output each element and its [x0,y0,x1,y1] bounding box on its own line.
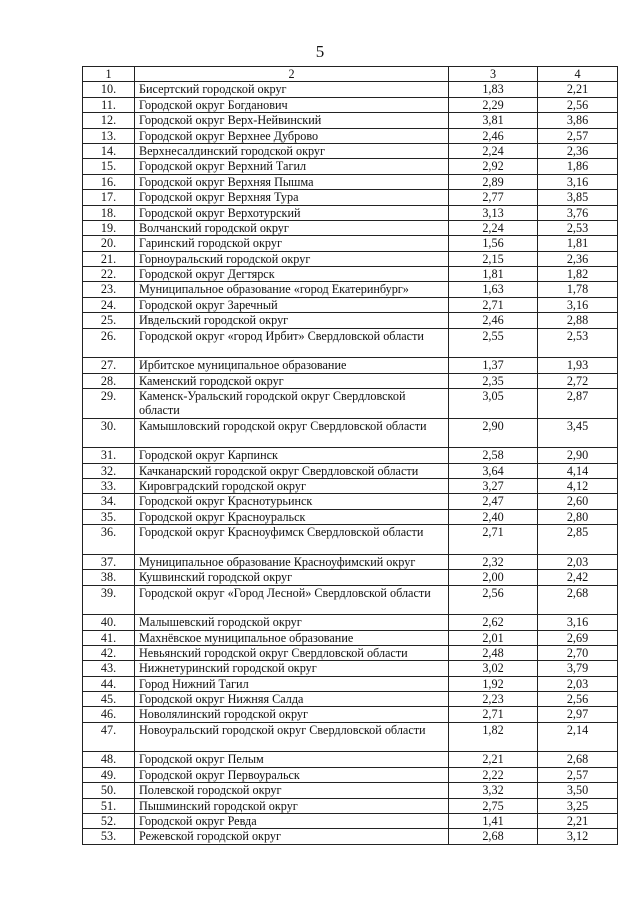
row-value-4: 1,82 [538,267,618,282]
row-name: Волчанский городской округ [135,220,449,235]
row-value-3: 1,92 [449,676,538,691]
table-row [83,267,618,282]
row-number: 23. [83,282,135,297]
row-number: 24. [83,297,135,312]
table-row [83,251,618,266]
row-name: Городской округ Ревда [135,814,449,829]
row-value-4: 2,53 [538,328,618,358]
table-row [83,205,618,220]
table-row [83,554,618,569]
table-row [83,174,618,189]
row-value-3: 2,48 [449,645,538,660]
row-number: 40. [83,615,135,630]
row-value-4: 2,87 [538,389,618,419]
row-value-4: 1,93 [538,358,618,373]
row-number: 28. [83,373,135,388]
table-row [83,82,618,97]
row-name: Новоуральский городской округ Свердловской области [135,722,449,752]
table-row [83,113,618,128]
row-value-4: 3,50 [538,783,618,798]
row-number: 15. [83,159,135,174]
table-row [83,645,618,660]
row-value-4: 3,12 [538,829,618,844]
row-value-4: 3,16 [538,174,618,189]
row-number: 44. [83,676,135,691]
row-number: 47. [83,722,135,752]
table-row [83,692,618,707]
table-row [83,722,618,752]
table-row [83,159,618,174]
table-row [83,373,618,388]
table-row [83,630,618,645]
table-row [83,615,618,630]
table-row [83,829,618,844]
row-name: Полевской городской округ [135,783,449,798]
row-value-3: 2,15 [449,251,538,266]
table-row [83,358,618,373]
row-number: 43. [83,661,135,676]
row-value-3: 3,64 [449,463,538,478]
row-value-3: 1,82 [449,722,538,752]
row-number: 12. [83,113,135,128]
row-name: Гаринский городской округ [135,236,449,251]
row-value-4: 2,56 [538,97,618,112]
row-value-3: 2,47 [449,494,538,509]
table-row [83,798,618,813]
row-value-4: 3,16 [538,297,618,312]
table-row [83,525,618,555]
table-row [83,418,618,448]
row-number: 35. [83,509,135,524]
row-number: 36. [83,525,135,555]
row-name: Малышевский городской округ [135,615,449,630]
table-row [83,128,618,143]
row-name: Городской округ Нижняя Салда [135,692,449,707]
row-number: 38. [83,570,135,585]
row-value-3: 2,40 [449,509,538,524]
row-name: Горноуральский городской округ [135,251,449,266]
row-value-3: 2,22 [449,767,538,782]
row-number: 31. [83,448,135,463]
row-value-4: 2,56 [538,692,618,707]
row-value-4: 2,68 [538,752,618,767]
row-value-3: 3,81 [449,113,538,128]
row-value-3: 3,02 [449,661,538,676]
row-value-3: 1,37 [449,358,538,373]
row-name: Режевской городской округ [135,829,449,844]
row-value-3: 2,32 [449,554,538,569]
row-number: 29. [83,389,135,419]
row-value-3: 1,83 [449,82,538,97]
row-number: 42. [83,645,135,660]
row-number: 32. [83,463,135,478]
row-value-4: 2,85 [538,525,618,555]
row-value-3: 2,46 [449,128,538,143]
table-row [83,97,618,112]
row-number: 53. [83,829,135,844]
table-row [83,313,618,328]
row-name: Городской округ Пелым [135,752,449,767]
row-number: 45. [83,692,135,707]
row-number: 30. [83,418,135,448]
row-name: Городской округ Верхняя Пышма [135,174,449,189]
row-name: Городской округ Богданович [135,97,449,112]
row-value-4: 2,57 [538,128,618,143]
row-number: 41. [83,630,135,645]
row-name: Городской округ «город Ирбит» Свердловской области [135,328,449,358]
table-row [83,676,618,691]
table-row [83,389,618,419]
table-row [83,570,618,585]
row-value-4: 2,21 [538,82,618,97]
row-value-3: 2,23 [449,692,538,707]
row-name: Городской округ Дегтярск [135,267,449,282]
row-value-4: 2,03 [538,554,618,569]
row-number: 20. [83,236,135,251]
row-value-4: 3,79 [538,661,618,676]
row-value-4: 2,80 [538,509,618,524]
row-value-3: 2,56 [449,585,538,615]
row-number: 46. [83,707,135,722]
table-row [83,236,618,251]
table-row [83,190,618,205]
table-row [83,478,618,493]
row-value-4: 4,14 [538,463,618,478]
row-value-3: 2,29 [449,97,538,112]
row-value-4: 2,97 [538,707,618,722]
row-value-4: 1,78 [538,282,618,297]
row-value-3: 2,24 [449,143,538,158]
row-number: 37. [83,554,135,569]
page-number: 5 [315,42,325,61]
row-number: 39. [83,585,135,615]
row-name: Махнёвское муниципальное образование [135,630,449,645]
row-value-4: 2,03 [538,676,618,691]
row-name: Качканарский городской округ Свердловской области [135,463,449,478]
row-name: Городской округ Верхняя Тура [135,190,449,205]
row-number: 22. [83,267,135,282]
column-header-1: 1 [83,67,135,82]
row-value-3: 2,46 [449,313,538,328]
row-name: Кировградский городской округ [135,478,449,493]
row-name: Городской округ Краснотурьинск [135,494,449,509]
row-name: Ивдельский городской округ [135,313,449,328]
row-number: 14. [83,143,135,158]
row-value-4: 2,53 [538,220,618,235]
row-number: 51. [83,798,135,813]
row-value-4: 1,81 [538,236,618,251]
row-value-3: 2,71 [449,297,538,312]
row-name: Городской округ Заречный [135,297,449,312]
row-value-3: 3,13 [449,205,538,220]
row-name: Каменский городской округ [135,373,449,388]
row-name: Пышминский городской округ [135,798,449,813]
table-row [83,297,618,312]
row-name: Камышловский городской округ Свердловской области [135,418,449,448]
row-name: Муниципальное образование Красноуфимский округ [135,554,449,569]
row-value-4: 2,36 [538,251,618,266]
row-name: Городской округ Верхний Тагил [135,159,449,174]
row-value-4: 2,14 [538,722,618,752]
table-row [83,448,618,463]
row-name: Городской округ Карпинск [135,448,449,463]
row-value-4: 2,57 [538,767,618,782]
row-name: Муниципальное образование «город Екатеринбург» [135,282,449,297]
row-value-3: 2,71 [449,707,538,722]
table-row [83,220,618,235]
row-value-3: 2,75 [449,798,538,813]
row-name: Городской округ «Город Лесной» Свердловской области [135,585,449,615]
row-number: 18. [83,205,135,220]
row-name: Городской округ Первоуральск [135,767,449,782]
row-name: Ирбитское муниципальное образование [135,358,449,373]
row-name: Невьянский городской округ Свердловской области [135,645,449,660]
row-value-3: 2,77 [449,190,538,205]
row-value-3: 1,63 [449,282,538,297]
column-header-4: 4 [538,67,618,82]
row-value-4: 1,86 [538,159,618,174]
row-name: Нижнетуринский городской округ [135,661,449,676]
row-value-3: 3,05 [449,389,538,419]
row-number: 34. [83,494,135,509]
row-value-3: 2,01 [449,630,538,645]
row-value-3: 1,41 [449,814,538,829]
row-name: Бисертский городской округ [135,82,449,97]
row-value-4: 2,42 [538,570,618,585]
column-header-3: 3 [449,67,538,82]
row-value-4: 3,76 [538,205,618,220]
row-number: 48. [83,752,135,767]
table-row [83,509,618,524]
row-value-3: 3,27 [449,478,538,493]
row-name: Городской округ Красноуфимск Свердловской области [135,525,449,555]
row-value-3: 2,90 [449,418,538,448]
row-number: 26. [83,328,135,358]
row-value-3: 1,56 [449,236,538,251]
table-row [83,585,618,615]
row-value-4: 3,16 [538,615,618,630]
row-value-4: 2,36 [538,143,618,158]
row-value-4: 2,88 [538,313,618,328]
row-number: 50. [83,783,135,798]
table-row [83,328,618,358]
table-row [83,767,618,782]
row-number: 49. [83,767,135,782]
row-value-3: 2,89 [449,174,538,189]
row-value-4: 3,45 [538,418,618,448]
row-value-3: 2,71 [449,525,538,555]
row-value-3: 2,62 [449,615,538,630]
row-value-3: 2,92 [449,159,538,174]
row-value-3: 2,58 [449,448,538,463]
row-name: Городской округ Верхнее Дуброво [135,128,449,143]
row-value-4: 2,72 [538,373,618,388]
row-value-3: 2,55 [449,328,538,358]
row-value-3: 2,68 [449,829,538,844]
row-number: 16. [83,174,135,189]
row-number: 52. [83,814,135,829]
row-value-4: 2,21 [538,814,618,829]
row-value-4: 4,12 [538,478,618,493]
row-number: 13. [83,128,135,143]
table-row [83,752,618,767]
row-value-3: 2,21 [449,752,538,767]
table-row [83,282,618,297]
table-row [83,494,618,509]
row-value-4: 3,25 [538,798,618,813]
row-value-4: 3,85 [538,190,618,205]
table-row [83,463,618,478]
table-row [83,707,618,722]
table-row [83,783,618,798]
row-value-4: 2,90 [538,448,618,463]
table-row [83,814,618,829]
row-name: Верхнесалдинский городской округ [135,143,449,158]
row-number: 27. [83,358,135,373]
row-number: 11. [83,97,135,112]
row-number: 10. [83,82,135,97]
row-number: 17. [83,190,135,205]
row-name: Кушвинский городской округ [135,570,449,585]
row-value-3: 2,35 [449,373,538,388]
row-value-4: 3,86 [538,113,618,128]
row-value-4: 2,70 [538,645,618,660]
row-value-3: 1,81 [449,267,538,282]
row-value-3: 3,32 [449,783,538,798]
table-row [83,143,618,158]
row-value-4: 2,69 [538,630,618,645]
row-name: Город Нижний Тагил [135,676,449,691]
table-body [83,67,618,845]
row-value-3: 2,24 [449,220,538,235]
row-value-3: 2,00 [449,570,538,585]
row-number: 25. [83,313,135,328]
row-value-4: 2,68 [538,585,618,615]
row-number: 21. [83,251,135,266]
row-name: Городской округ Верхотурский [135,205,449,220]
column-header-2: 2 [135,67,449,82]
data-table [82,66,618,845]
table-row [83,661,618,676]
row-name: Каменск-Уральский городской округ Свердловской области [135,389,449,419]
row-number: 19. [83,220,135,235]
row-number: 33. [83,478,135,493]
row-name: Городской округ Верх-Нейвинский [135,113,449,128]
row-value-4: 2,60 [538,494,618,509]
table-header-row [83,67,618,82]
row-name: Городской округ Красноуральск [135,509,449,524]
row-name: Новолялинский городской округ [135,707,449,722]
